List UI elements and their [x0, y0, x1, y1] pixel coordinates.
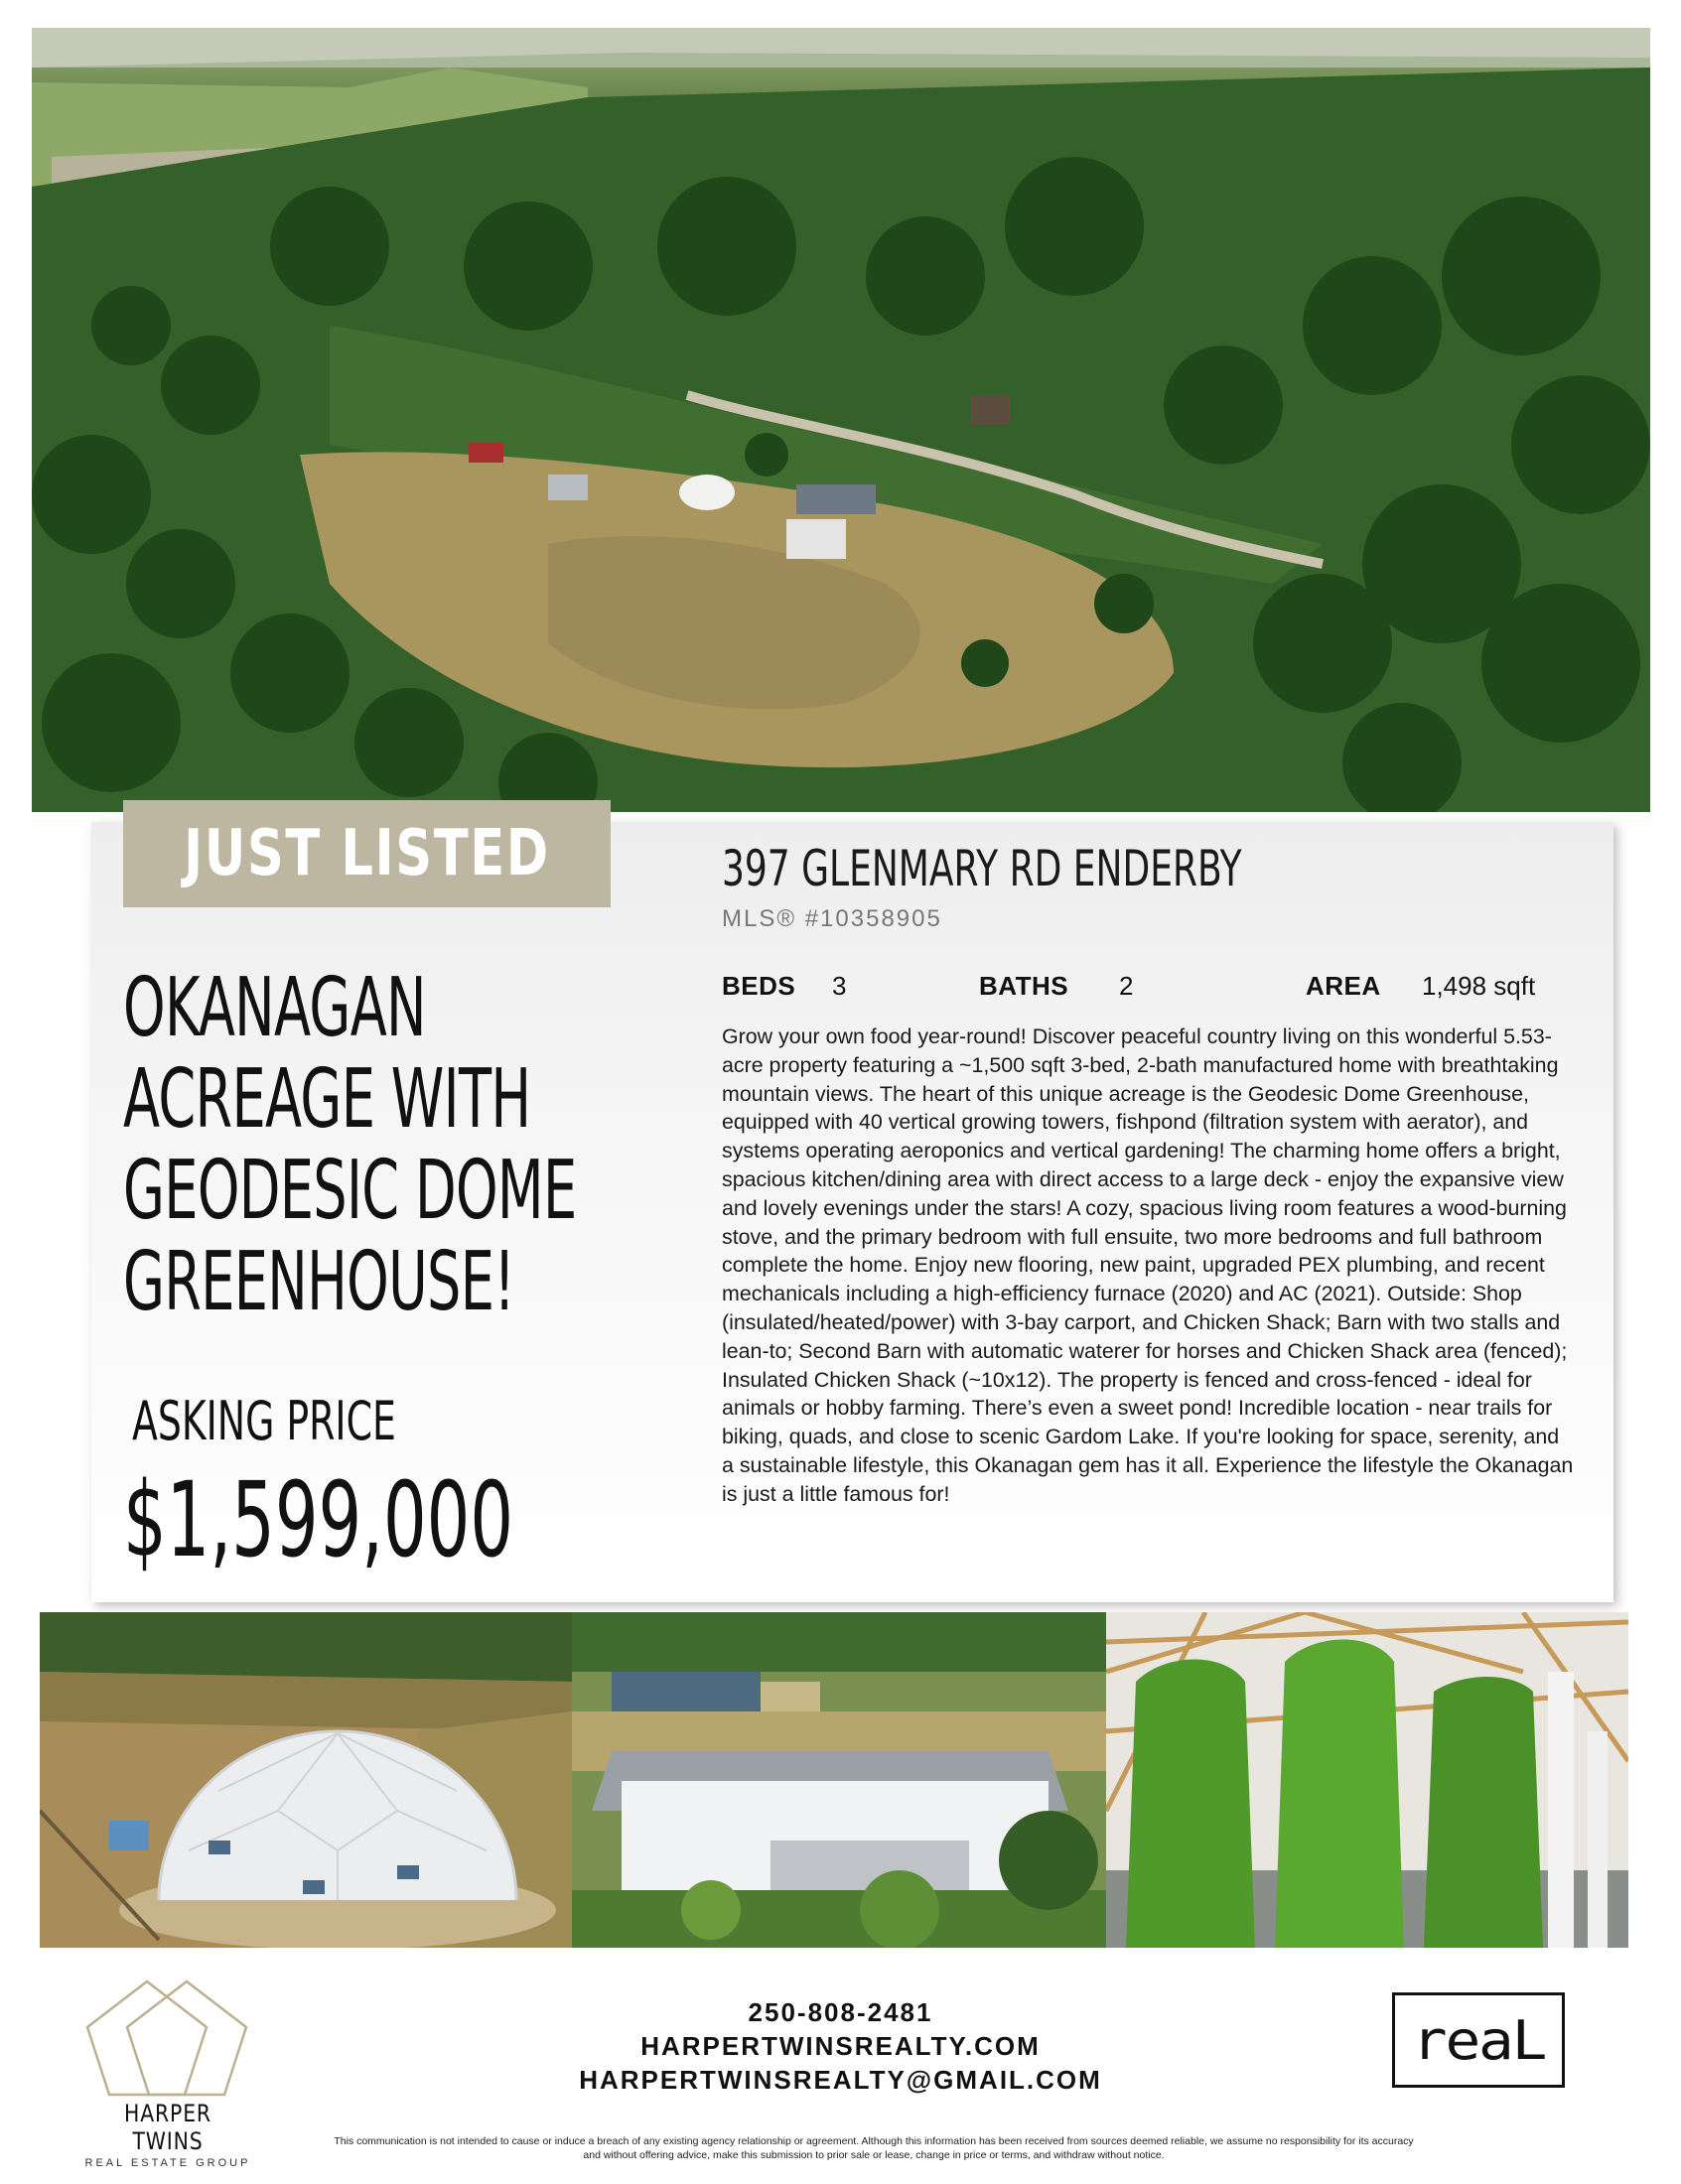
headline-line: GEODESIC DOME — [123, 1144, 577, 1238]
photo-vertical-towers — [1106, 1612, 1628, 1948]
area-label: AREA — [1306, 971, 1381, 1001]
brokerage-logo-text: reaL — [1411, 2008, 1546, 2072]
photo-house-deck — [572, 1612, 1106, 1948]
asking-price: $1,599,000 — [123, 1459, 514, 1580]
beds-label: BEDS — [722, 971, 796, 1001]
badge-text: JUST LISTED — [184, 817, 550, 890]
photo-geodesic-dome — [40, 1612, 572, 1948]
mls-number: MLS® #10358905 — [722, 905, 942, 932]
contact-phone[interactable]: 250-808-2481 — [748, 1997, 933, 2027]
hero-aerial-photo — [32, 28, 1650, 812]
contact-email[interactable]: HARPERTWINSREALTY@GMAIL.COM — [579, 2065, 1102, 2095]
headline-line: ACREAGE WITH — [123, 1052, 531, 1147]
legal-disclaimer: This communication is not intended to cause or induce a breach of any existing agency relationship or agreement. Although this information has been received from sources deemed reliable, we assume no responsibility for its accuracy and without offering advice, make this submission to prior sale or lease, change in price or terms, and withdraw without notice. — [334, 2135, 1414, 2161]
asking-price-label: ASKING PRICE — [132, 1390, 396, 1452]
baths-label: BATHS — [979, 971, 1069, 1001]
baths-value: 2 — [1119, 971, 1134, 1001]
property-description: Grow your own food year-round! Discover peaceful country living on this wonderful 5.53-acre property featuring a ~1,500 sqft 3-bed, 2-bath manufactured home with breathtaking mountain views. The heart of this unique acreage is the Geodesic Dome Greenhouse, equipped with 40 vertical growing towers, fishpond (filtration system with aerator), and systems operating aeroponics and vertical gardening! The charming home offers a bright, spacious kitchen/dining area with direct access to a large deck - enjoy the expansive view and lovely evenings under the stars! A cozy, spacious living room features a wood-burning stove, and the primary bedroom with full ensuite, two more bedrooms and full bathroom complete the home. Enjoy new flooring, new paint, upgraded PEX plumbing, and recent mechanicals including a high-efficiency furnace (2020) and AC (2021). Outside: Shop (insulated/heated/power) with 3-bay carport, and Chicken Shack; Barn with two stalls and lean-to; Second Barn with automatic waterer for horses and Chicken Shack area (fenced); Insulated Chicken Shack (~10x12). The property is fenced and cross-fenced - ideal for animals or hobby farming. There’s even a sweet pond! Incredible location - near trails for biking, quads, and close to scenic Gardom Lake. If you're looking for space, serenity, and a sustainable lifestyle, this Okanagan gem has it all. Experience the lifestyle the Okanagan is just a little famous for! — [722, 1024, 1574, 1506]
area-value: 1,498 sqft — [1422, 971, 1536, 1001]
listing-headline — [123, 963, 647, 1328]
headline-line: OKANAGAN — [123, 961, 426, 1055]
logo-name: HARPER TWINS — [124, 2100, 211, 2155]
harper-twins-logo-text — [83, 2100, 252, 2169]
just-listed-badge — [123, 800, 611, 907]
property-address: 397 GLENMARY RD ENDERBY — [722, 840, 1242, 897]
real-brokerage-logo — [1392, 1992, 1565, 2088]
contact-website[interactable]: HARPERTWINSREALTY.COM — [640, 2031, 1041, 2061]
beds-value: 3 — [832, 971, 847, 1001]
logo-subtitle: REAL ESTATE GROUP — [84, 2157, 251, 2169]
headline-line: GREENHOUSE! — [123, 1235, 515, 1329]
